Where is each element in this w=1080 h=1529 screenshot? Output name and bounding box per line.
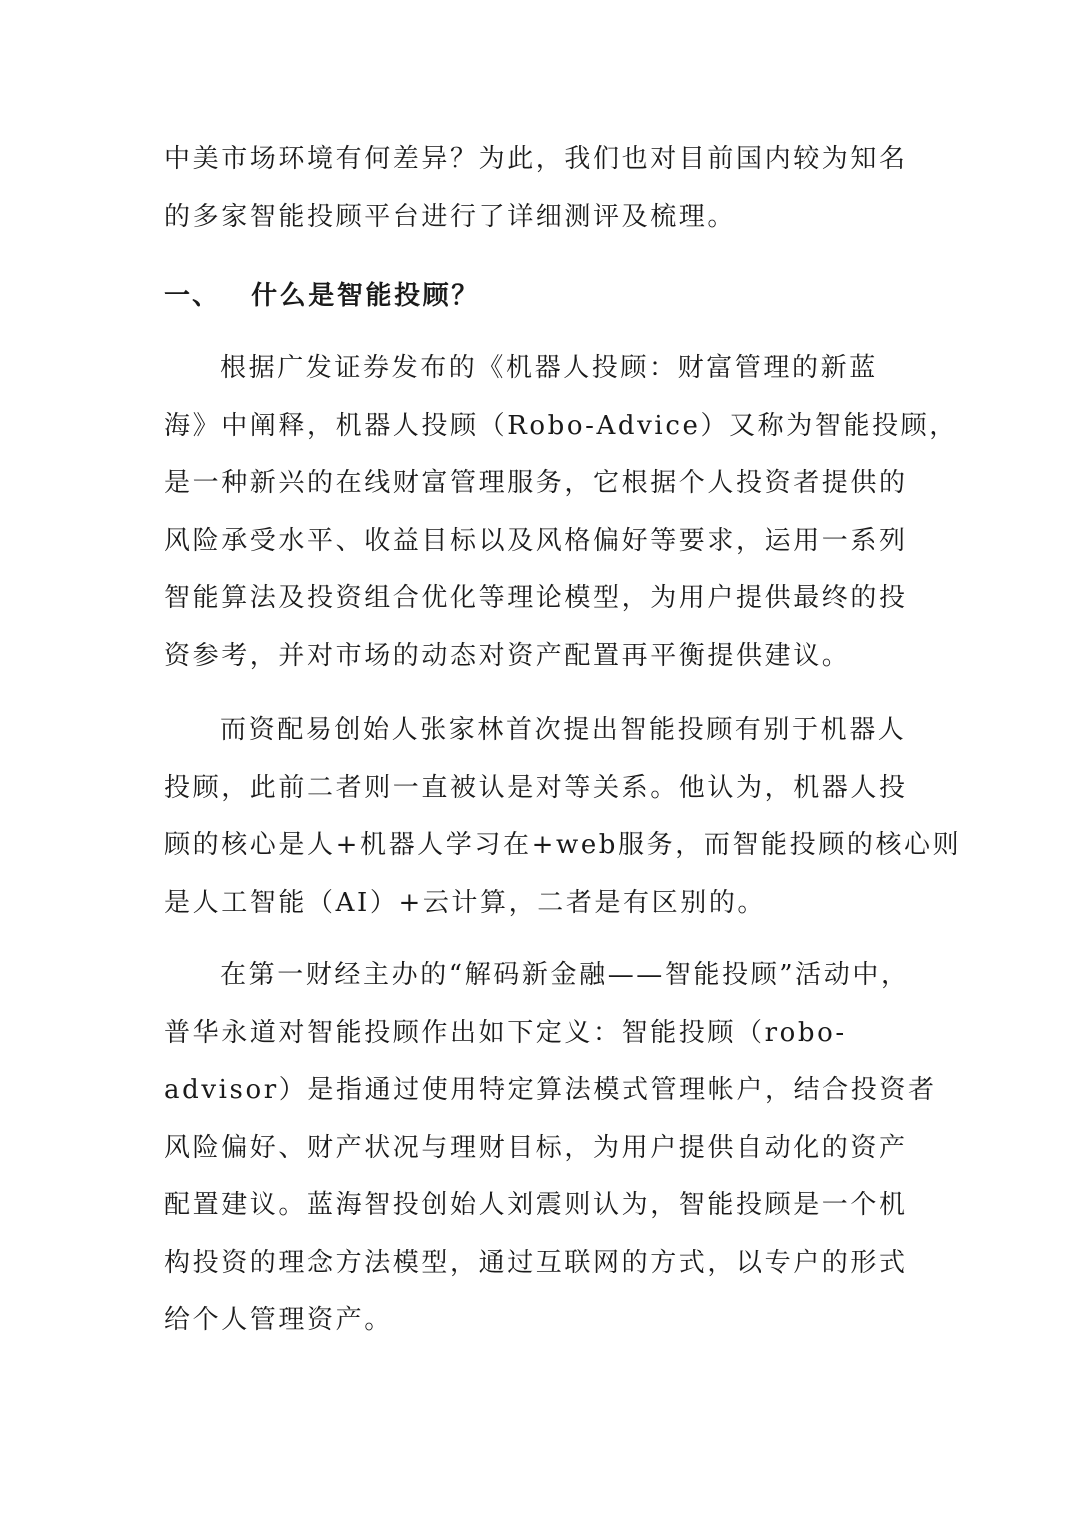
text-line: 中美市场环境有何差异？为此，我们也对目前国内较为知名 (164, 144, 908, 174)
section-heading (164, 268, 480, 326)
text-line: 资参考，并对市场的动态对资产配置再平衡提供建议。 (164, 640, 851, 671)
paragraph-zhang-jialin (164, 702, 962, 932)
text-line: 海》中阐释，机器人投顾（Robo-Advice）又称为智能投顾， (164, 410, 958, 441)
text-line: 投顾，此前二者则一直被认是对等关系。他认为，机器人投 (164, 772, 908, 803)
text-line: 是人工智能（AI）+云计算，二者是有区别的。 (164, 887, 767, 918)
text-line: advisor）是指通过使用特定算法模式管理帐户，结合投资者 (164, 1075, 937, 1105)
text-line: 普华永道对智能投顾作出如下定义：智能投顾（robo- (164, 1017, 847, 1048)
section-title: 什么是智能投顾？ (251, 281, 480, 311)
text-line: 在第一财经主办的“解码新金融——智能投顾”活动中， (220, 960, 910, 990)
paragraph-pwc-definition (164, 947, 937, 1350)
text-line: 根据广发证券发布的《机器人投顾：财富管理的新蓝 (220, 353, 878, 383)
text-line: 给个人管理资产。 (164, 1305, 393, 1335)
text-line: 构投资的理念方法模型，通过互联网的方式，以专户的形式 (164, 1247, 908, 1278)
intro-paragraph (164, 131, 924, 246)
text-line: 是一种新兴的在线财富管理服务，它根据个人投资者提供的 (164, 468, 908, 498)
text-line: 配置建议。蓝海智投创始人刘震则认为，智能投顾是一个机 (164, 1190, 908, 1220)
paragraph-robo-advice-definition (164, 340, 958, 685)
text-line: 的多家智能投顾平台进行了详细测评及梳理。 (164, 201, 737, 232)
text-line: 顾的核心是人+机器人学习在+web服务，而智能投顾的核心则 (164, 830, 962, 860)
text-line: 而资配易创始人张家林首次提出智能投顾有别于机器人 (220, 715, 907, 745)
text-line: 风险偏好、财产状况与理财目标，为用户提供自动化的资产 (164, 1132, 908, 1163)
text-line: 智能算法及投资组合优化等理论模型，为用户提供最终的投 (164, 583, 908, 613)
section-number: 一、 (164, 281, 221, 311)
text-line: 风险承受水平、收益目标以及风格偏好等要求，运用一系列 (164, 525, 908, 556)
